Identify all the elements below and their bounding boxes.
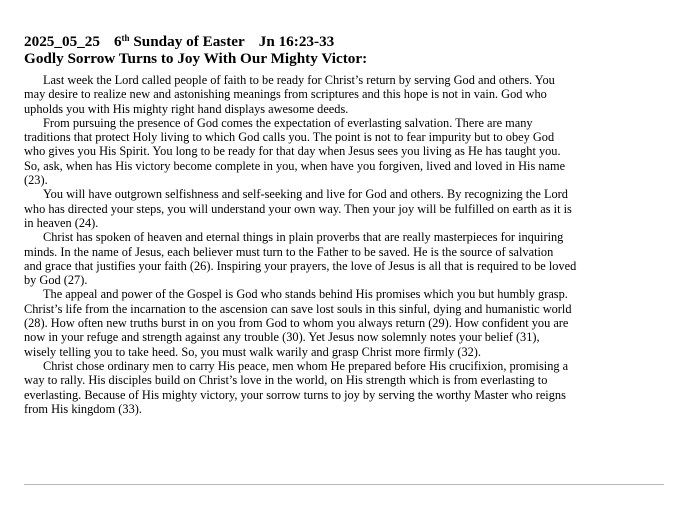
text-line: and grace that justifies your faith (26). Inspiring your prayers, the love of Jesus is all that is required to be loved bbox=[24, 258, 577, 273]
text-line: Last week the Lord called people of faith to be ready for Christ’s return by serving God and others. You bbox=[43, 73, 555, 87]
text-line: (28). How often new truths burst in on you from God to whom you always return (29). How confident you are bbox=[24, 316, 569, 331]
paragraph-3 bbox=[24, 187, 669, 230]
text-line: The appeal and power of the Gospel is God who stands behind His promises which you but humbly grasp. bbox=[43, 287, 568, 302]
text-line: may desire to realize new and astonishing meanings from scriptures and this hope is not in vain. God who bbox=[24, 87, 547, 102]
text-line: minds. In the name of Jesus, each believer must turn to the Father to be saved. He is the source of salvation bbox=[24, 244, 554, 259]
text-line: wisely telling you to take heed. So, you must walk warily and grasp Christ more firmly (32). bbox=[24, 344, 481, 359]
text-line: upholds you with His mighty right hand displays awesome deeds. bbox=[24, 101, 349, 116]
sermon-body bbox=[24, 73, 669, 416]
paragraph-4 bbox=[24, 230, 669, 287]
text-line: Christ chose ordinary men to carry His peace, men whom He prepared before His crucifixion, promising a bbox=[43, 358, 569, 373]
text-line: who has directed your steps, you will understand your own way. Then your joy will be fulfilled on earth as it is bbox=[24, 201, 572, 216]
sunday-number: 6 bbox=[113, 33, 122, 50]
paragraph-6 bbox=[24, 359, 669, 416]
sunday-ordinal-suffix: th bbox=[121, 33, 130, 43]
sunday-name: Sunday of Easter bbox=[129, 33, 245, 50]
sermon-title: Godly Sorrow Turns to Joy With Our Mighty Victor: bbox=[24, 50, 368, 67]
footer-divider bbox=[24, 484, 664, 485]
paragraph-5 bbox=[24, 287, 669, 358]
text-line: Christ’s life from the incarnation to the ascension can save lost souls in this sinful, dying and humanistic world bbox=[24, 301, 572, 316]
text-line: everlasting. Because of His mighty victory, your sorrow turns to joy by serving the worthy Master who reigns bbox=[24, 387, 566, 402]
document-header-line bbox=[24, 33, 669, 50]
text-line: now in your refuge and strength against any trouble (30). Yet Jesus now solemnly notes your belief (31), bbox=[24, 330, 540, 345]
text-line: Christ has spoken of heaven and eternal things in plain proverbs that are really masterpieces for inquiring bbox=[43, 230, 564, 245]
paragraph-2 bbox=[24, 116, 669, 187]
text-line: So, ask, when has His victory become complete in you, when have you forgiven, lived and loved in His name bbox=[24, 158, 566, 173]
paragraph-1 bbox=[24, 73, 669, 116]
sermon-date: 2025_05_25 bbox=[24, 33, 100, 50]
text-line: From pursuing the presence of God comes the expectation of everlasting salvation. There are many bbox=[43, 115, 533, 130]
text-line: traditions that protect Holy living to which God calls you. The point is not to fear impurity but to obey God bbox=[24, 130, 555, 145]
text-line: in heaven (24). bbox=[24, 215, 99, 230]
text-line: (23). bbox=[24, 173, 48, 188]
text-line: way to rally. His disciples build on Christ’s love in the world, on His strength which is from everlasting to bbox=[24, 373, 548, 388]
text-line: by God (27). bbox=[24, 273, 88, 288]
text-line: You will have outgrown selfishness and self-seeking and live for God and others. By recognizing the Lord bbox=[43, 187, 568, 202]
scripture-reference: Jn 16:23-33 bbox=[258, 33, 335, 50]
document-page bbox=[24, 33, 669, 416]
text-line: from His kingdom (33). bbox=[24, 401, 142, 416]
text-line: who gives you His Spirit. You long to be ready for that day when Jesus sees you living as He has taught you. bbox=[24, 144, 561, 159]
